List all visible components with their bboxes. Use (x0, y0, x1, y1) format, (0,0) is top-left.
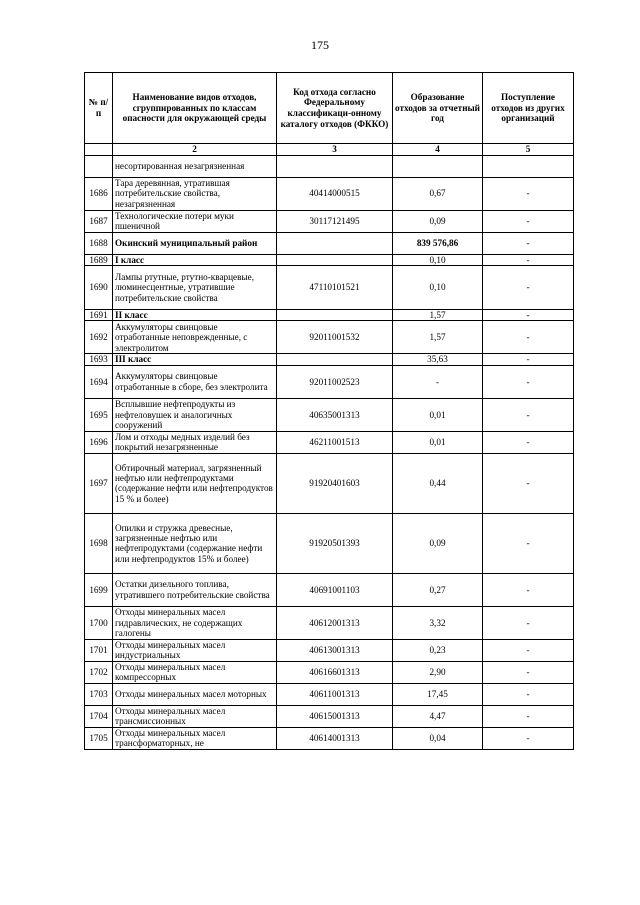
table-header-row (85, 73, 574, 144)
received-amount: - (483, 177, 574, 210)
table-row (85, 398, 574, 431)
row-number: 1696 (85, 431, 113, 453)
row-number: 1693 (85, 354, 113, 365)
table-row (85, 606, 574, 639)
row-number: 1702 (85, 661, 113, 683)
column-number: 4 (393, 144, 483, 156)
received-amount: - (483, 431, 574, 453)
row-number: 1688 (85, 232, 113, 254)
table-row (85, 639, 574, 661)
waste-name: Отходы минеральных масел индустриальных (113, 639, 277, 661)
table-body (85, 155, 574, 749)
received-amount: - (483, 354, 574, 365)
fkko-code: 92011002523 (277, 365, 393, 398)
waste-name: Остатки дизельного топлива, утратившего потребительские свойства (113, 573, 277, 606)
table-row (85, 453, 574, 513)
received-amount: - (483, 705, 574, 727)
table-row (85, 266, 574, 310)
table-row (85, 431, 574, 453)
received-amount: - (483, 513, 574, 573)
table-row (85, 513, 574, 573)
table-row (85, 321, 574, 354)
column-number (85, 144, 113, 156)
column-number-row (85, 144, 574, 156)
waste-name: Лом и отходы медных изделий без покрытий незагрязненные (113, 431, 277, 453)
row-number: 1703 (85, 683, 113, 705)
received-amount: - (483, 639, 574, 661)
waste-name: Отходы минеральных масел трансформаторных, не (113, 727, 277, 749)
waste-name: I класс (113, 254, 277, 265)
table-row (85, 365, 574, 398)
received-amount: - (483, 210, 574, 232)
received-amount: - (483, 266, 574, 310)
fkko-code (277, 254, 393, 265)
table-row (85, 310, 574, 321)
received-amount: - (483, 661, 574, 683)
generated-amount: 4,47 (393, 705, 483, 727)
generated-amount: 1,57 (393, 321, 483, 354)
waste-name: Технологические потери муки пшеничной (113, 210, 277, 232)
header-code: Код отхода согласно Федеральному классификаци-онному каталогу отходов (ФККО) (277, 73, 393, 144)
page-number: 175 (311, 38, 329, 52)
generated-amount (393, 155, 483, 177)
fkko-code: 30117121495 (277, 210, 393, 232)
fkko-code: 40611001313 (277, 683, 393, 705)
row-number: 1695 (85, 398, 113, 431)
generated-amount: 1,57 (393, 310, 483, 321)
fkko-code: 91920501393 (277, 513, 393, 573)
header-name: Наименование видов отходов, сгруппированных по классам опасности для окружающей среды (113, 73, 277, 144)
row-number: 1694 (85, 365, 113, 398)
row-number: 1698 (85, 513, 113, 573)
waste-name: Аккумуляторы свинцовые отработанные в сборе, без электролита (113, 365, 277, 398)
table-row (85, 705, 574, 727)
generated-amount: 0,10 (393, 266, 483, 310)
row-number: 1697 (85, 453, 113, 513)
received-amount: - (483, 310, 574, 321)
waste-name: Опилки и стружка древесные, загрязненные нефтью или нефтепродуктами (содержание нефти или нефтепродуктов 15% и более) (113, 513, 277, 573)
row-number (85, 155, 113, 177)
column-number: 3 (277, 144, 393, 156)
table-row (85, 254, 574, 265)
received-amount: - (483, 573, 574, 606)
fkko-code: 40615001313 (277, 705, 393, 727)
generated-amount: 0,04 (393, 727, 483, 749)
waste-name: Окинский муниципальный район (113, 232, 277, 254)
fkko-code: 40635001313 (277, 398, 393, 431)
waste-name: III класс (113, 354, 277, 365)
waste-name: Всплывшие нефтепродукты из нефтеловушек и аналогичных сооружений (113, 398, 277, 431)
generated-amount: 0,10 (393, 254, 483, 265)
received-amount: - (483, 683, 574, 705)
table-row (85, 683, 574, 705)
table-row (85, 232, 574, 254)
table-row (85, 573, 574, 606)
row-number: 1700 (85, 606, 113, 639)
generated-amount: - (393, 365, 483, 398)
header-received: Поступление отходов из других организаций (483, 73, 574, 144)
generated-amount: 0,23 (393, 639, 483, 661)
waste-name: Отходы минеральных масел компрессорных (113, 661, 277, 683)
table-row (85, 354, 574, 365)
fkko-code: 40414000515 (277, 177, 393, 210)
waste-name: Отходы минеральных масел трансмиссионных (113, 705, 277, 727)
fkko-code: 40616601313 (277, 661, 393, 683)
fkko-code: 40691001103 (277, 573, 393, 606)
generated-amount: 2,90 (393, 661, 483, 683)
fkko-code (277, 354, 393, 365)
row-number: 1704 (85, 705, 113, 727)
fkko-code: 40613001313 (277, 639, 393, 661)
generated-amount: 0,27 (393, 573, 483, 606)
waste-name: несортированная незагрязненная (113, 155, 277, 177)
row-number: 1692 (85, 321, 113, 354)
row-number: 1699 (85, 573, 113, 606)
waste-name: Лампы ртутные, ртутно-кварцевые, люминесцентные, утратившие потребительские свойства (113, 266, 277, 310)
table-row (85, 210, 574, 232)
fkko-code: 40614001313 (277, 727, 393, 749)
fkko-code: 91920401603 (277, 453, 393, 513)
waste-table (84, 72, 574, 750)
generated-amount: 839 576,86 (393, 232, 483, 254)
waste-name: Отходы минеральных масел гидравлических, не содержащих галогены (113, 606, 277, 639)
fkko-code: 46211001513 (277, 431, 393, 453)
fkko-code: 40612001313 (277, 606, 393, 639)
column-number: 2 (113, 144, 277, 156)
fkko-code: 92011001532 (277, 321, 393, 354)
received-amount: - (483, 453, 574, 513)
header-num: № п/п (85, 73, 113, 144)
generated-amount: 0,67 (393, 177, 483, 210)
waste-name: Обтирочный материал, загрязненный нефтью или нефтепродуктами (содержание нефти или нефтепродуктов 15 % и более) (113, 453, 277, 513)
generated-amount: 0,44 (393, 453, 483, 513)
fkko-code: 47110101521 (277, 266, 393, 310)
received-amount: - (483, 254, 574, 265)
row-number: 1705 (85, 727, 113, 749)
generated-amount: 0,01 (393, 398, 483, 431)
received-amount: - (483, 232, 574, 254)
received-amount: - (483, 398, 574, 431)
waste-name: Отходы минеральных масел моторных (113, 683, 277, 705)
header-generated: Образование отходов за отчетный год (393, 73, 483, 144)
waste-name: II класс (113, 310, 277, 321)
table-row (85, 177, 574, 210)
row-number: 1689 (85, 254, 113, 265)
table-row (85, 727, 574, 749)
table-row (85, 661, 574, 683)
generated-amount: 17,45 (393, 683, 483, 705)
fkko-code (277, 232, 393, 254)
waste-name: Аккумуляторы свинцовые отработанные неповрежденные, с электролитом (113, 321, 277, 354)
row-number: 1687 (85, 210, 113, 232)
generated-amount: 35,63 (393, 354, 483, 365)
received-amount: - (483, 606, 574, 639)
generated-amount: 0,09 (393, 513, 483, 573)
received-amount (483, 155, 574, 177)
received-amount: - (483, 727, 574, 749)
row-number: 1701 (85, 639, 113, 661)
generated-amount: 0,09 (393, 210, 483, 232)
fkko-code (277, 310, 393, 321)
table-row (85, 155, 574, 177)
fkko-code (277, 155, 393, 177)
received-amount: - (483, 321, 574, 354)
row-number: 1686 (85, 177, 113, 210)
row-number: 1691 (85, 310, 113, 321)
generated-amount: 3,32 (393, 606, 483, 639)
row-number: 1690 (85, 266, 113, 310)
waste-name: Тара деревянная, утратившая потребительские свойства, незагрязненная (113, 177, 277, 210)
generated-amount: 0,01 (393, 431, 483, 453)
received-amount: - (483, 365, 574, 398)
column-number: 5 (483, 144, 574, 156)
